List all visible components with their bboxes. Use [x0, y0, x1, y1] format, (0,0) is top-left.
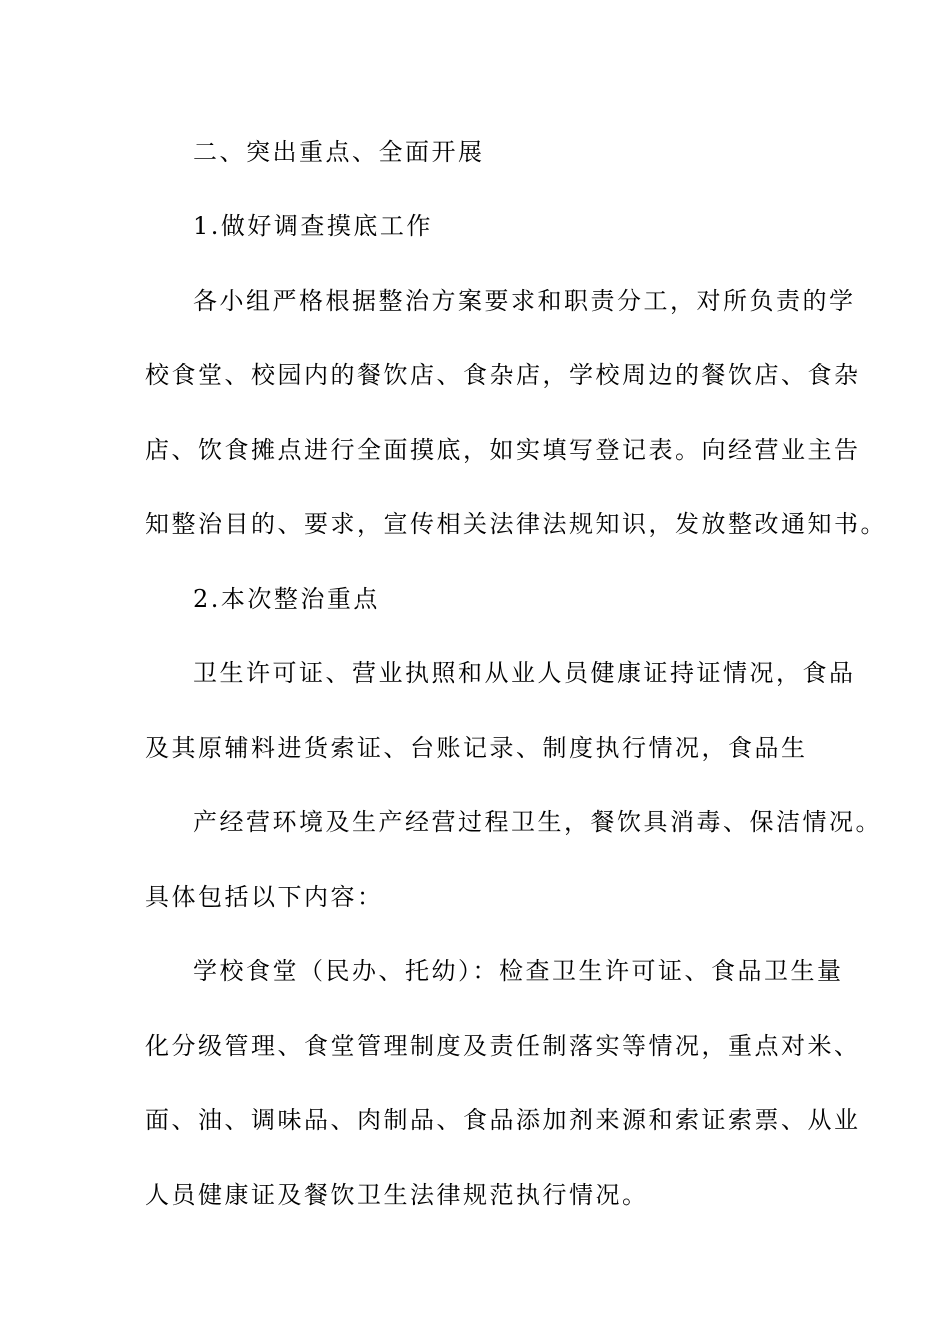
paragraph-1-line-1: 各小组严格根据整治方案要求和职责分工，对所负责的学	[193, 287, 856, 315]
paragraph-3-line-1: 产经营环境及生产经营过程卫生，餐饮具消毒、保洁情况。	[193, 808, 882, 836]
paragraph-4-line-2: 化分级管理、食堂管理制度及责任制落实等情况，重点对米、	[145, 1032, 861, 1060]
paragraph-3-line-2: 具体包括以下内容：	[145, 883, 384, 911]
subsection-heading-2: 2.本次整治重点	[193, 585, 380, 613]
paragraph-2-line-2: 及其原辅料进货索证、台账记录、制度执行情况，食品生	[145, 734, 808, 762]
paragraph-4-line-3: 面、油、调味品、肉制品、食品添加剂来源和索证索票、从业	[145, 1106, 861, 1134]
paragraph-1-line-4: 知整治目的、要求，宣传相关法律法规知识，发放整改通知书。	[145, 510, 887, 538]
paragraph-2-line-1: 卫生许可证、营业执照和从业人员健康证持证情况，食品	[193, 659, 856, 687]
paragraph-4-line-4: 人员健康证及餐饮卫生法律规范执行情况。	[145, 1181, 649, 1209]
paragraph-1-line-2: 校食堂、校园内的餐饮店、食杂店，学校周边的餐饮店、食杂	[145, 361, 861, 389]
subsection-heading-1: 1.做好调查摸底工作	[193, 212, 433, 240]
paragraph-1-line-3: 店、饮食摊点进行全面摸底，如实填写登记表。向经营业主告	[145, 436, 861, 464]
paragraph-4-line-1: 学校食堂（民办、托幼）：检查卫生许可证、食品卫生量	[193, 957, 844, 985]
section-heading: 二、突出重点、全面开展	[193, 138, 485, 166]
